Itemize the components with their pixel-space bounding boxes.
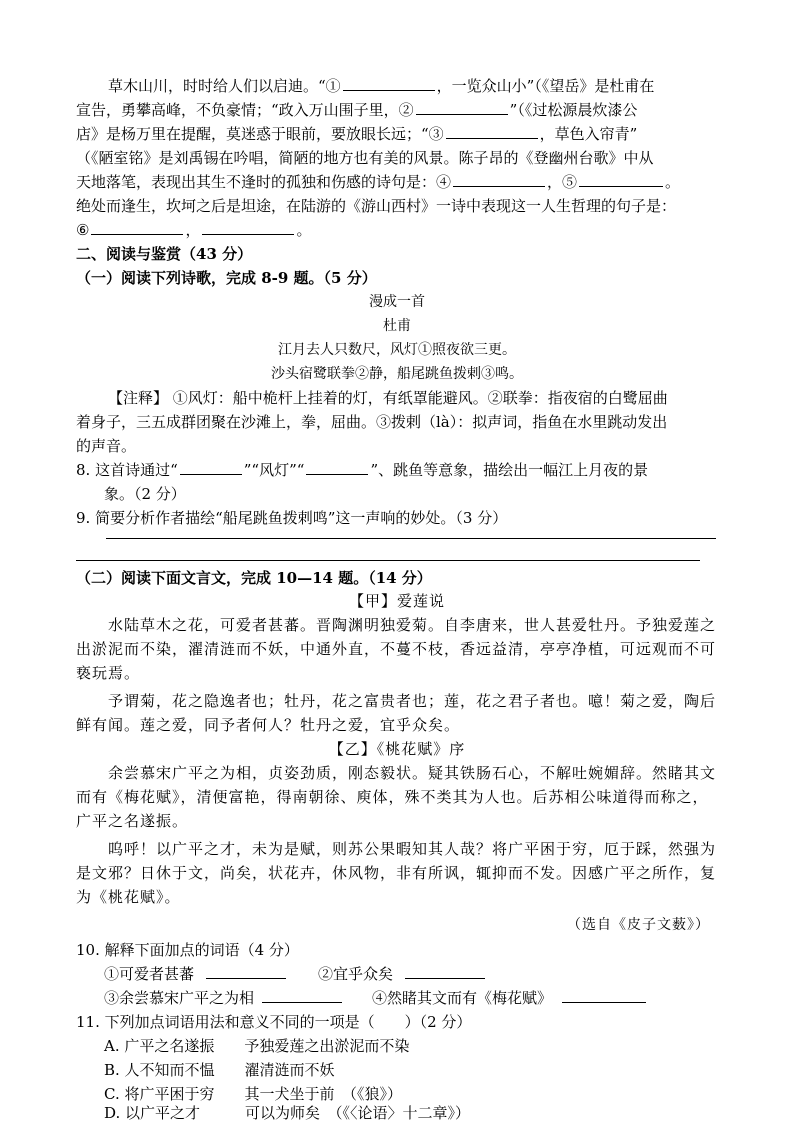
passage-yi-title: 【乙】《桃花赋》序 bbox=[328, 742, 466, 758]
intro-line-5 bbox=[76, 170, 716, 194]
q11-option-b[interactable]: B. 人不知而不愠 濯清涟而不妖 bbox=[104, 1061, 335, 1079]
intro-text: ，草色入帘青” bbox=[539, 125, 638, 143]
jia-line: 鲜有闻。莲之爱，同予者何人？牡丹之爱，宜乎众矣。 bbox=[76, 718, 461, 734]
intro-text: ”（《过松源晨炊漆公 bbox=[509, 101, 638, 119]
answer-blank-3[interactable] bbox=[446, 122, 538, 139]
q10-item-4: ④然睹其文而有《梅花赋》 bbox=[372, 989, 553, 1007]
intro-line-3 bbox=[76, 122, 716, 146]
q10-blank-1[interactable] bbox=[206, 962, 286, 979]
q10-item-2: ②宜乎众矣 bbox=[318, 965, 394, 983]
yi-line: 是文邪？日休于文，尚矣，状花卉，休风物，非有所讽，辄抑而不发。因感广平之所作，复 bbox=[76, 866, 717, 882]
part-1-heading: （一）阅读下列诗歌，完成 8-9 题。（5 分） bbox=[76, 269, 377, 287]
poem-title: 漫成一首 bbox=[369, 294, 425, 310]
intro-text: 草木山川，时时给人们以启迪。“① bbox=[108, 77, 341, 95]
intro-line-1 bbox=[108, 74, 748, 98]
question-8 bbox=[76, 458, 716, 482]
poem-note-2: 着身子，三五成群团聚在沙滩上，拳，屈曲。③拨剌（là）：拟声词，指鱼在水里跳动发出 bbox=[76, 413, 668, 431]
answer-line-2[interactable] bbox=[76, 560, 700, 561]
q10-blank-4[interactable] bbox=[562, 986, 646, 1003]
intro-text: 。 bbox=[296, 221, 312, 239]
yi-line: 余尝慕宋广平之为相，贞姿劲质，刚态毅状。疑其铁肠石心，不解吐婉媚辞。然睹其文 bbox=[108, 766, 717, 782]
q10-item-3: ③余尝慕宋广平之为相 bbox=[104, 989, 255, 1007]
q8-blank-1[interactable] bbox=[180, 458, 242, 475]
q11-option-c[interactable]: C. 将广平困于穷 其一犬坐于前 （《狼》） bbox=[104, 1085, 402, 1103]
q8-blank-2[interactable] bbox=[306, 458, 368, 475]
jia-line: 亵玩焉。 bbox=[76, 666, 141, 682]
answer-blank-2[interactable] bbox=[416, 98, 508, 115]
question-8-cont: 象。（2 分） bbox=[104, 485, 186, 503]
q10-blank-3[interactable] bbox=[262, 986, 342, 1003]
answer-blank-4[interactable] bbox=[453, 170, 545, 187]
answer-blank-6a[interactable] bbox=[91, 218, 183, 235]
q10-row-2 bbox=[104, 986, 744, 1010]
jia-line: 出淤泥而不染，濯清涟而不妖，中通外直，不蔓不枝，香远益清，亭亭净植，可远观而不可 bbox=[76, 642, 717, 658]
intro-text: ， bbox=[185, 221, 201, 239]
intro-text: 天地落笔，表现出其生不逢时的孤独和伤感的诗句是：④ bbox=[76, 173, 452, 191]
yi-line: 为《桃花赋》。 bbox=[76, 890, 181, 906]
question-10: 10. 解释下面加点的词语（4 分） bbox=[76, 941, 299, 959]
q10-row-1 bbox=[104, 962, 744, 986]
yi-line: 而有《梅花赋》，清便富艳，得南朝徐、庾体，殊不类其为人也。后苏相公味道得而称之， bbox=[76, 790, 709, 806]
q8-text: ”“风灯”“ bbox=[243, 461, 305, 479]
poem-note-3: 的声音。 bbox=[76, 437, 137, 455]
q8-text: ”、跳鱼等意象，描绘出一幅江上月夜的景 bbox=[370, 461, 649, 479]
yi-line: 呜呼！以广平之才，未为是赋，则苏公果暇知其人哉？将广平困于穷，厄于踩，然强为 bbox=[108, 842, 717, 858]
intro-line-4: （《陋室铭》是刘禹锡在吟唱，简陋的地方也有美的风景。陈子昂的《登幽州台歌》中从 bbox=[76, 149, 654, 167]
answer-blank-1[interactable] bbox=[343, 74, 435, 91]
q8-text: 8. 这首诗通过“ bbox=[76, 461, 178, 479]
intro-text: ，一览众山小”（《望岳》是杜甫在 bbox=[436, 77, 655, 95]
intro-text: 。 bbox=[665, 173, 681, 191]
q11-option-d[interactable]: D. 以广平之才 可以为师矣 （《〈论语〉十二章》） bbox=[104, 1104, 471, 1122]
question-11: 11. 下列加点词语用法和意义不同的一项是（ ）（2 分） bbox=[76, 1013, 472, 1031]
intro-text: ⑥ bbox=[76, 221, 90, 239]
part-2-heading: （二）阅读下面文言文，完成 10—14 题。（14 分） bbox=[76, 569, 432, 587]
intro-text: ，⑤ bbox=[547, 173, 578, 191]
poem-line-2: 沙头宿鹭联拳②静，船尾跳鱼拨剌③鸣。 bbox=[271, 366, 523, 382]
poem-author: 杜甫 bbox=[383, 318, 411, 334]
question-9: 9. 简要分析作者描绘“船尾跳鱼拨剌鸣”这一声响的妙处。（3 分） bbox=[76, 509, 508, 527]
poem-line-1: 江月去人只数尺，风灯①照夜欲三更。 bbox=[278, 342, 516, 358]
section-title: 二、阅读与鉴赏（43 分） bbox=[76, 245, 253, 263]
intro-text: 宣告，勇攀高峰，不负豪情；“政入万山围子里，② bbox=[76, 101, 414, 119]
yi-line: 广平之名遂振。 bbox=[76, 814, 189, 830]
intro-line-2 bbox=[76, 98, 716, 122]
answer-blank-5[interactable] bbox=[579, 170, 663, 187]
intro-text: 店》是杨万里在提醒，莫迷惑于眼前，要放眼长远；“③ bbox=[76, 125, 444, 143]
q10-blank-2[interactable] bbox=[405, 962, 485, 979]
source-citation: （选自《皮子文薮》） bbox=[567, 918, 710, 933]
answer-line-1[interactable] bbox=[106, 538, 716, 539]
poem-note-1: 【注释】 ①风灯：船中桅杆上挂着的灯，有纸罩能避风。②联拳：指夜宿的白鹭屈曲 bbox=[108, 389, 668, 407]
q10-item-1: ①可爱者甚蕃 bbox=[104, 965, 195, 983]
passage-jia-title: 【甲】爱莲说 bbox=[348, 594, 445, 610]
intro-line-6: 绝处而逢生，坎坷之后是坦途，在陆游的《游山西村》一诗中表现这一人生哲理的句子是： bbox=[76, 197, 677, 215]
jia-line: 水陆草木之花，可爱者甚蕃。晋陶渊明独爱菊。自李唐来，世人甚爱牡丹。予独爱莲之 bbox=[108, 618, 717, 634]
jia-line: 予谓菊，花之隐逸者也；牡丹，花之富贵者也；莲，花之君子者也。噫！菊之爱，陶后 bbox=[108, 694, 717, 710]
q11-option-a[interactable]: A. 广平之名遂振 予独爱莲之出淤泥而不染 bbox=[104, 1037, 410, 1055]
intro-line-7 bbox=[76, 218, 716, 242]
answer-blank-6b[interactable] bbox=[202, 218, 294, 235]
